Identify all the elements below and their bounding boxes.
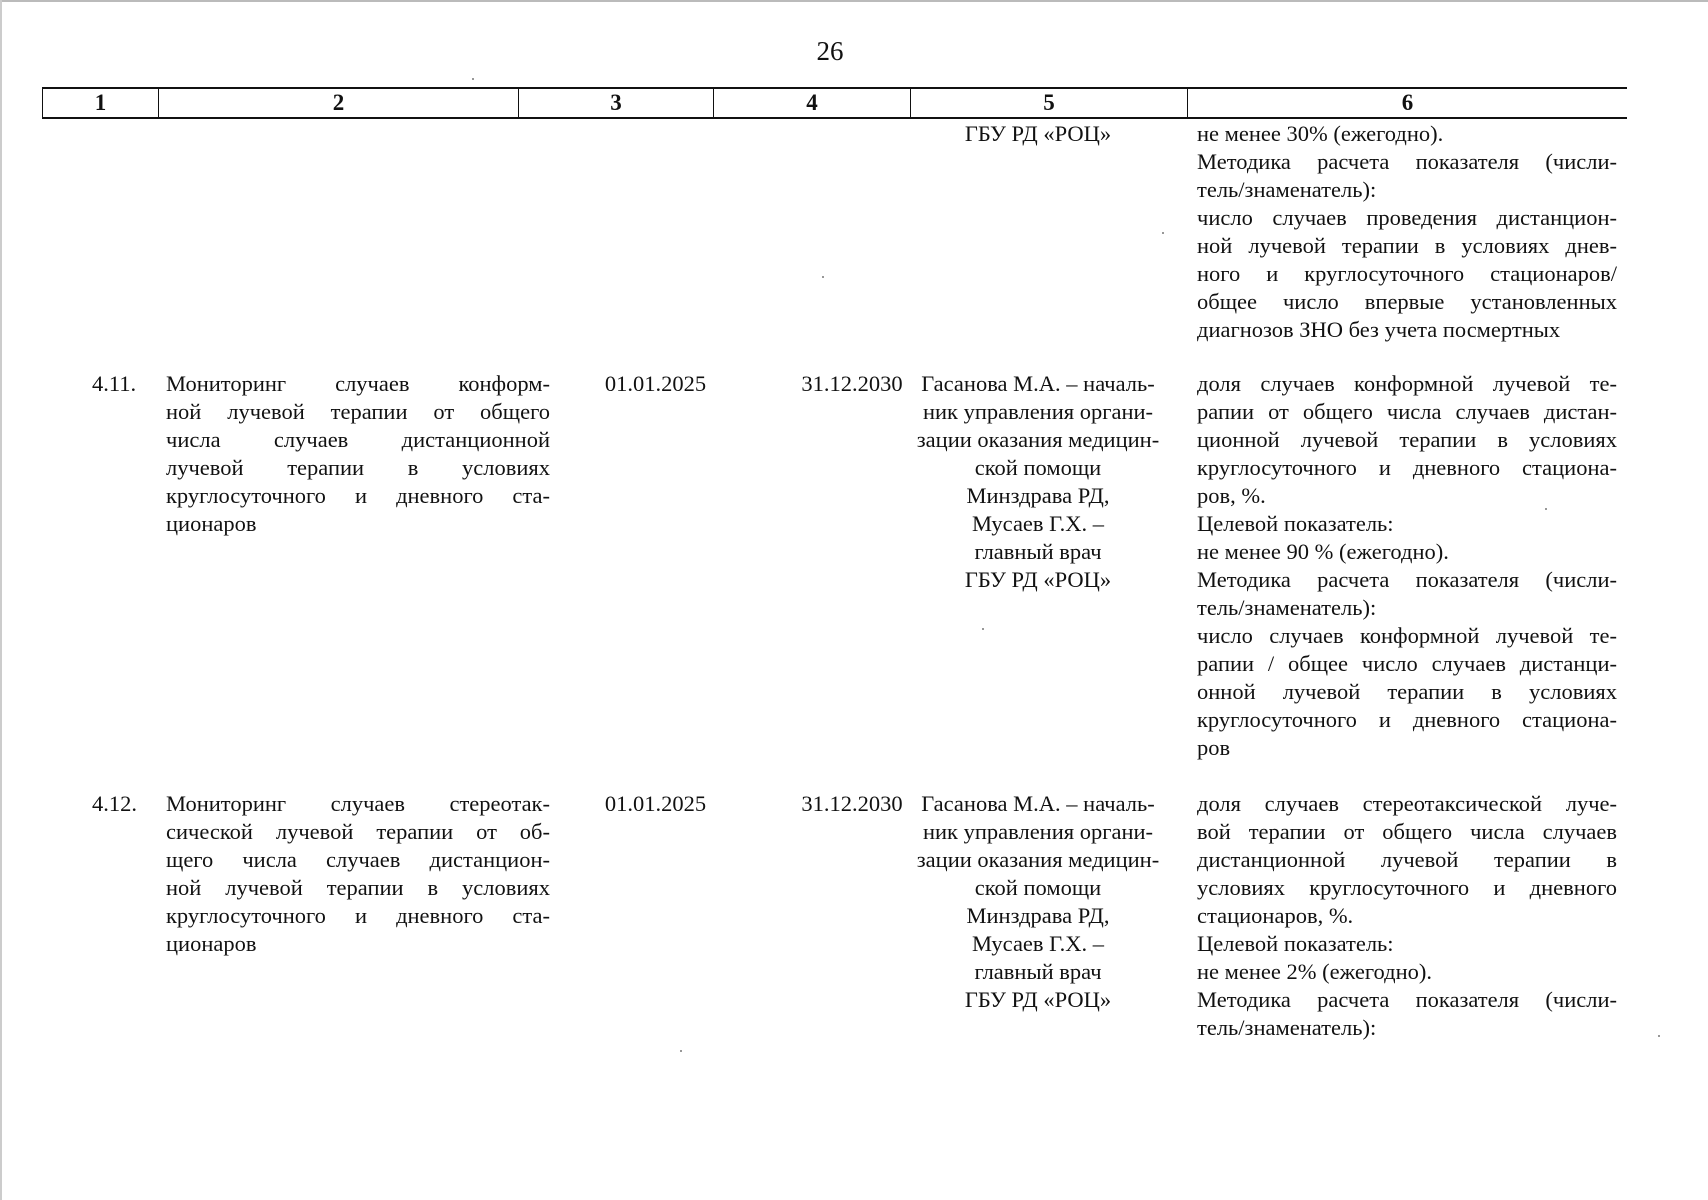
measure-name-line: ционаров bbox=[166, 511, 257, 536]
responsible-line: главный врач bbox=[974, 539, 1102, 564]
header-col-6: 6 bbox=[1401, 90, 1414, 115]
indicator-line: диагнозов ЗНО без учета посмертных bbox=[1197, 317, 1561, 342]
responsible-line: ГБУ РД «РОЦ» bbox=[964, 987, 1112, 1012]
measure-name-line: числа случаев дистанционной bbox=[166, 427, 550, 452]
indicator-line: тель/знаменатель): bbox=[1197, 1015, 1377, 1040]
measure-name-line: Мониторинг случаев конформ- bbox=[166, 371, 550, 396]
indicator-line: число случаев конформной лучевой те- bbox=[1197, 623, 1617, 648]
indicator-line: доля случаев стереотаксической луче- bbox=[1197, 791, 1617, 816]
indicator-line: Методика расчета показателя (числи- bbox=[1197, 149, 1617, 174]
indicator-line: Целевой показатель: bbox=[1197, 511, 1394, 536]
indicator-line: круглосуточного и дневного стациона- bbox=[1197, 707, 1617, 732]
end-date: 31.12.2030 bbox=[801, 371, 903, 396]
responsible-line: зации оказания медицин- bbox=[916, 427, 1160, 452]
page-number: 26 bbox=[816, 36, 844, 66]
measure-name-line: круглосуточного и дневного ста- bbox=[166, 903, 550, 928]
responsible-line: ГБУ РД «РОЦ» bbox=[964, 121, 1112, 146]
measure-name-line: сической лучевой терапии от об- bbox=[166, 819, 550, 844]
indicator-line: круглосуточного и дневного стациона- bbox=[1197, 455, 1617, 480]
responsible-line: ник управления органи- bbox=[922, 399, 1154, 424]
row-number: 4.11. bbox=[92, 371, 137, 396]
measure-name-cell bbox=[166, 370, 550, 538]
start-date: 01.01.2025 bbox=[604, 371, 707, 396]
indicator-line: ров bbox=[1197, 735, 1231, 760]
scan-speck bbox=[472, 78, 474, 80]
table-header bbox=[42, 87, 1627, 119]
scan-speck bbox=[1162, 232, 1164, 234]
indicator-line: тель/знаменатель): bbox=[1197, 177, 1377, 202]
measure-name-line: ной лучевой терапии в условиях bbox=[166, 875, 550, 900]
indicator-line: вой терапии от общего числа случаев bbox=[1197, 819, 1617, 844]
indicator-line: не менее 90 % (ежегодно). bbox=[1197, 539, 1449, 564]
indicator-line: онной лучевой терапии в условиях bbox=[1197, 679, 1617, 704]
indicator-cell bbox=[1197, 370, 1617, 762]
measure-name-line: круглосуточного и дневного ста- bbox=[166, 483, 550, 508]
indicator-line: условиях круглосуточного и дневного bbox=[1197, 875, 1617, 900]
indicator-line: ционной лучевой терапии в условиях bbox=[1197, 427, 1617, 452]
responsible-line: Мусаев Г.Х. – bbox=[971, 511, 1105, 536]
responsible-cell bbox=[903, 790, 1173, 1014]
responsible-line: Гасанова М.А. – началь- bbox=[921, 371, 1155, 396]
header-col-2: 2 bbox=[159, 89, 519, 117]
header-col-1: 1 bbox=[42, 89, 159, 117]
measure-name-line: Мониторинг случаев стереотак- bbox=[166, 791, 550, 816]
indicator-line: общее число впервые установленных bbox=[1197, 289, 1617, 314]
responsible-cell bbox=[903, 120, 1173, 148]
header-col-3: 3 bbox=[519, 89, 714, 117]
measure-name-line: щего числа случаев дистанцион- bbox=[166, 847, 550, 872]
indicator-line: не менее 2% (ежегодно). bbox=[1197, 959, 1432, 984]
indicator-line: стационаров, %. bbox=[1197, 903, 1354, 928]
end-date: 31.12.2030 bbox=[801, 791, 903, 816]
responsible-line: Минздрава РД, bbox=[966, 483, 1110, 508]
responsible-line: ской помощи bbox=[974, 455, 1102, 480]
indicator-line: тель/знаменатель): bbox=[1197, 595, 1377, 620]
indicator-line: рапии от общего числа случаев дистан- bbox=[1197, 399, 1617, 424]
scan-speck bbox=[822, 276, 824, 278]
indicator-cell bbox=[1197, 120, 1617, 344]
header-col-5: 5 bbox=[911, 89, 1188, 117]
responsible-line: Мусаев Г.Х. – bbox=[971, 931, 1105, 956]
responsible-line: зации оказания медицин- bbox=[916, 847, 1160, 872]
scan-top-edge bbox=[0, 0, 1708, 2]
indicator-line: ной лучевой терапии в условиях днев- bbox=[1197, 233, 1617, 258]
start-date: 01.01.2025 bbox=[604, 791, 707, 816]
indicator-line: число случаев проведения дистанцион- bbox=[1197, 205, 1617, 230]
header-col-4: 4 bbox=[714, 89, 911, 117]
indicator-line: Методика расчета показателя (числи- bbox=[1197, 567, 1617, 592]
responsible-line: ской помощи bbox=[974, 875, 1102, 900]
responsible-line: Гасанова М.А. – началь- bbox=[921, 791, 1155, 816]
indicator-line: Целевой показатель: bbox=[1197, 931, 1394, 956]
indicator-line: рапии / общее число случаев дистанци- bbox=[1197, 651, 1617, 676]
indicator-line: ного и круглосуточного стационаров/ bbox=[1197, 261, 1617, 286]
indicator-line: дистанционной лучевой терапии в bbox=[1197, 847, 1617, 872]
responsible-line: ник управления органи- bbox=[922, 819, 1154, 844]
scan-speck bbox=[982, 628, 984, 630]
responsible-line: Минздрава РД, bbox=[966, 903, 1110, 928]
indicator-line: доля случаев конформной лучевой те- bbox=[1197, 371, 1617, 396]
indicator-line: Методика расчета показателя (числи- bbox=[1197, 987, 1617, 1012]
responsible-line: ГБУ РД «РОЦ» bbox=[964, 567, 1112, 592]
indicator-line: не менее 30% (ежегодно). bbox=[1197, 121, 1444, 146]
scan-speck bbox=[680, 1050, 682, 1052]
scan-speck bbox=[1545, 508, 1547, 510]
indicator-line: ров, %. bbox=[1197, 483, 1266, 508]
scan-left-edge bbox=[0, 0, 2, 1200]
measure-name-line: лучевой терапии в условиях bbox=[166, 455, 550, 480]
responsible-line: главный врач bbox=[974, 959, 1102, 984]
responsible-cell bbox=[903, 370, 1173, 594]
measure-name-line: ной лучевой терапии от общего bbox=[166, 399, 550, 424]
indicator-cell bbox=[1197, 790, 1617, 1042]
row-number: 4.12. bbox=[92, 791, 137, 816]
scan-speck bbox=[1658, 1035, 1660, 1037]
measure-name-cell bbox=[166, 790, 550, 958]
measure-name-line: ционаров bbox=[166, 931, 257, 956]
